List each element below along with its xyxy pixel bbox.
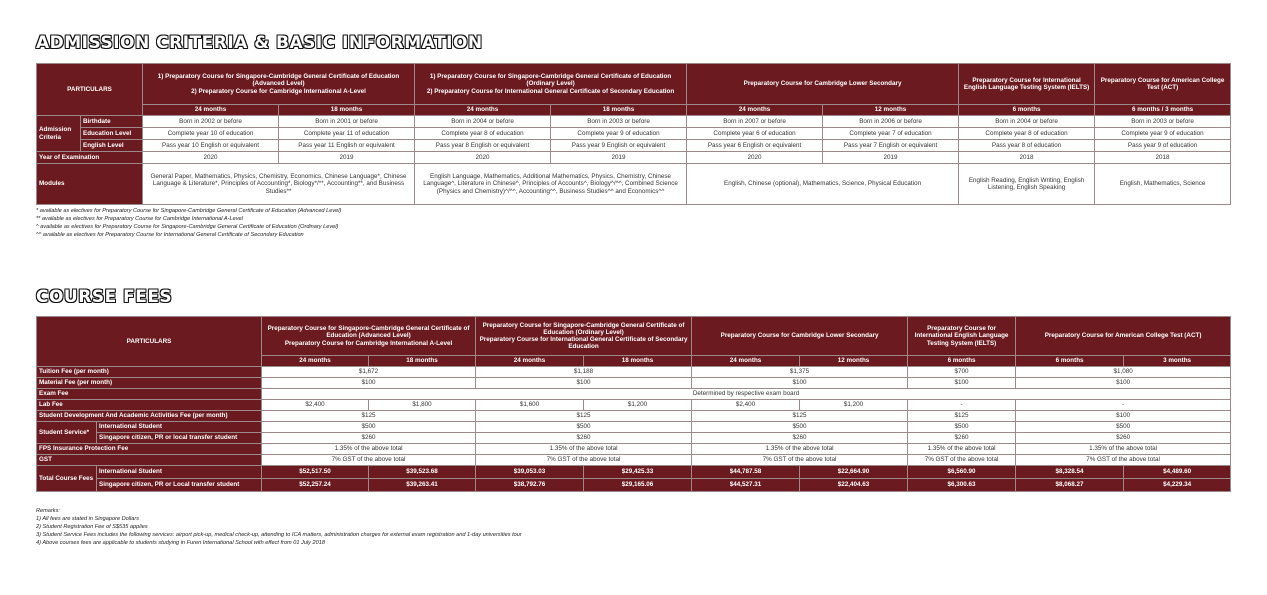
lab-fee-cell: - [1016, 400, 1231, 411]
english-level-label: English Level [81, 140, 143, 152]
total-intl-cell: $22,664.90 [800, 466, 908, 479]
year-cell: 2019 [823, 152, 959, 164]
gst-cell: 7% GST of the above total [1016, 455, 1231, 466]
fps-insurance-cell: 1.35% of the above total [476, 444, 692, 455]
admission-footnotes [36, 207, 341, 239]
fees-course-header-act: Preparatory Course for American College Test (ACT) [1016, 317, 1231, 356]
fees-particulars-header: PARTICULARS [37, 317, 262, 367]
student-development-fee-cell: $125 [262, 411, 476, 422]
gst-cell: 7% GST of the above total [262, 455, 476, 466]
fees-course-header-o-level: Preparatory Course for Singapore-Cambridge General Certificate of Education (Ordinary Level) Preparatory Course for International General Certificate of Secondary Education [476, 317, 692, 356]
birthdate-cell: Born in 2007 or before [687, 116, 823, 128]
total-intl-cell: $39,523.68 [369, 466, 476, 479]
footnote: ** available as electives for Preparatory Course for Cambridge International A-Level [36, 216, 243, 222]
english-cell: Pass year 10 English or equivalent [143, 140, 279, 152]
total-intl-cell: $52,517.50 [262, 466, 369, 479]
lab-fee-cell: $1,800 [369, 400, 476, 411]
lab-fee-cell: $1,600 [476, 400, 584, 411]
english-cell: Pass year 8 of education [959, 140, 1095, 152]
education-cell: Complete year 11 of education [279, 128, 415, 140]
birthdate-cell: Born in 2004 or before [415, 116, 551, 128]
lab-fee-cell: - [908, 400, 1016, 411]
duration-header: 6 months / 3 months [1095, 105, 1231, 116]
fees-course-header-a-level: Preparatory Course for Singapore-Cambridge General Certificate of Education (Advanced Level) Preparatory Course for Cambridge International A-Level [262, 317, 476, 356]
international-student-label: International Student [97, 422, 262, 433]
lab-fee-label: Lab Fee [37, 400, 262, 411]
duration-header: 24 months [143, 105, 279, 116]
remark: 2) Student Registration Fee of S$535 applies [36, 524, 148, 530]
year-cell: 2019 [551, 152, 687, 164]
fees-table [36, 316, 1231, 492]
fees-duration-header: 24 months [476, 356, 584, 367]
modules-ielts: English Reading, English Writing, English Listening, English Speaking [959, 164, 1095, 205]
year-cell: 2020 [143, 152, 279, 164]
exam-fee-label: Exam Fee [37, 389, 262, 400]
birthdate-cell: Born in 2003 or before [1095, 116, 1231, 128]
remark: 1) All fees are stated in Singapore Dollars [36, 516, 140, 522]
course-header-lower-secondary: Preparatory Course for Cambridge Lower Secondary [687, 64, 959, 105]
total-course-fees-label: Total Course Fees [37, 466, 97, 492]
total-local-cell: $29,165.06 [584, 479, 692, 492]
total-local-cell: $4,229.34 [1124, 479, 1231, 492]
education-cell: Complete year 9 of education [1095, 128, 1231, 140]
gst-cell: 7% GST of the above total [908, 455, 1016, 466]
admission-title: ADMISSION CRITERIA & BASIC INFORMATION [36, 33, 483, 53]
duration-header: 6 months [959, 105, 1095, 116]
lab-fee-cell: $1,200 [584, 400, 692, 411]
gst-cell: 7% GST of the above total [476, 455, 692, 466]
duration-header: 18 months [279, 105, 415, 116]
footnote: ^ available as electives for Preparatory Course for Singapore-Cambridge General Certificate of Education (Ordinary Level) [36, 224, 339, 230]
course-header-act: Preparatory Course for American College Test (ACT) [1095, 64, 1231, 105]
duration-header: 18 months [551, 105, 687, 116]
fps-insurance-label: FPS Insurance Protection Fee [37, 444, 262, 455]
birthdate-cell: Born in 2006 or before [823, 116, 959, 128]
year-cell: 2018 [959, 152, 1095, 164]
education-cell: Complete year 8 of education [415, 128, 551, 140]
tuition-fee-cell: $700 [908, 367, 1016, 378]
lab-fee-cell: $1,200 [800, 400, 908, 411]
total-local-cell: $22,404.63 [800, 479, 908, 492]
year-cell: 2020 [687, 152, 823, 164]
modules-a-level: General Paper, Mathematics, Physics, Chemistry, Economics, Chinese Language*, Chinese Language & Literature*, Principles of Accounting*, Biology*/**, Accounting**, and Business Studies** [143, 164, 415, 205]
duration-header: 12 months [823, 105, 959, 116]
material-fee-cell: $100 [262, 378, 476, 389]
total-intl-cell: $8,328.54 [1016, 466, 1124, 479]
modules-o-level: English Language, Mathematics, Additional Mathematics, Physics, Chemistry, Chinese Language^, Literature in Chinese^, Principles of Accounts^, Biology^/^^, Combined Science (Physics and Chemistry)^/^^, Accounting^^, Business Studies^^ and Economics^^ [415, 164, 687, 205]
student-service-intl-cell: $500 [908, 422, 1016, 433]
education-cell: Complete year 9 of education [551, 128, 687, 140]
material-fee-cell: $100 [908, 378, 1016, 389]
gst-cell: 7% GST of the above total [692, 455, 908, 466]
course-header-o-level: 1) Preparatory Course for Singapore-Cambridge General Certificate of Education (Ordinary Level) 2) Preparatory Course for International General Certificate of Secondary Education [415, 64, 687, 105]
total-local-cell: $52,257.24 [262, 479, 369, 492]
fees-course-header-lower-secondary: Preparatory Course for Cambridge Lower Secondary [692, 317, 908, 356]
remark: 3) Student Service Fees includes the following services: airport pick-up, medical check-up, attending to ICA matters, administration charges for external exam registration and 1-day universities tour [36, 532, 522, 538]
english-cell: Pass year 6 English or equivalent [687, 140, 823, 152]
fps-insurance-cell: 1.35% of the above total [262, 444, 476, 455]
exam-fee-cell: Determined by respective exam board [262, 389, 1231, 400]
tuition-fee-cell: $1,375 [692, 367, 908, 378]
student-development-fee-cell: $125 [908, 411, 1016, 422]
birthdate-label: Birthdate [81, 116, 143, 128]
birthdate-cell: Born in 2003 or before [551, 116, 687, 128]
fps-insurance-cell: 1.35% of the above total [908, 444, 1016, 455]
total-local-cell: $6,300.63 [908, 479, 1016, 492]
student-service-intl-cell: $500 [262, 422, 476, 433]
fees-remarks [36, 507, 522, 547]
total-intl-cell: $44,787.58 [692, 466, 800, 479]
education-cell: Complete year 7 of education [823, 128, 959, 140]
student-service-local-cell: $260 [692, 433, 908, 444]
total-local-cell: $38,792.76 [476, 479, 584, 492]
total-intl-cell: $4,489.60 [1124, 466, 1231, 479]
total-local-cell: $39,263.41 [369, 479, 476, 492]
modules-label: Modules [37, 164, 143, 205]
lab-fee-cell: $2,400 [262, 400, 369, 411]
duration-header: 24 months [687, 105, 823, 116]
education-cell: Complete year 8 of education [959, 128, 1095, 140]
student-service-local-cell: $260 [476, 433, 692, 444]
total-intl-cell: $29,425.33 [584, 466, 692, 479]
modules-act: English, Mathematics, Science [1095, 164, 1231, 205]
birthdate-cell: Born in 2001 or before [279, 116, 415, 128]
footnote: * available as electives for Preparatory Course for Singapore-Cambridge General Certificate of Education (Advanced Level) [36, 208, 342, 214]
english-cell: Pass year 9 English or equivalent [551, 140, 687, 152]
fees-duration-header: 12 months [800, 356, 908, 367]
english-cell: Pass year 9 of education [1095, 140, 1231, 152]
tuition-fee-cell: $1,672 [262, 367, 476, 378]
tuition-fee-label: Tuition Fee (per month) [37, 367, 262, 378]
modules-lower-secondary: English, Chinese (optional), Mathematics, Science, Physical Education [687, 164, 959, 205]
course-header-ielts: Preparatory Course for International English Language Testing System (IELTS) [959, 64, 1095, 105]
education-level-label: Education Level [81, 128, 143, 140]
total-international-label: International Student [97, 466, 262, 479]
tuition-fee-cell: $1,080 [1016, 367, 1231, 378]
student-service-local-cell: $260 [1016, 433, 1231, 444]
admission-table [36, 63, 1231, 205]
student-development-fee-label: Student Development And Academic Activities Fee (per month) [37, 411, 262, 422]
year-of-examination-label: Year of Examination [37, 152, 143, 164]
material-fee-cell: $100 [476, 378, 692, 389]
student-service-intl-cell: $500 [476, 422, 692, 433]
fees-title: COURSE FEES [36, 287, 173, 307]
admission-criteria-label: Admission Criteria [37, 116, 81, 152]
student-development-fee-cell: $100 [1016, 411, 1231, 422]
particulars-header: PARTICULARS [37, 64, 143, 116]
fps-insurance-cell: 1.35% of the above total [1016, 444, 1231, 455]
local-student-label: Singapore citizen, PR or local transfer student [97, 433, 262, 444]
course-header-a-level: 1) Preparatory Course for Singapore-Cambridge General Certificate of Education (Advanced Level) 2) Preparatory Course for Cambridge International A-Level [143, 64, 415, 105]
birthdate-cell: Born in 2004 or before [959, 116, 1095, 128]
remarks-heading: Remarks: [36, 508, 60, 514]
student-development-fee-cell: $125 [692, 411, 908, 422]
english-cell: Pass year 8 English or equivalent [415, 140, 551, 152]
fees-duration-header: 18 months [584, 356, 692, 367]
material-fee-cell: $100 [1016, 378, 1231, 389]
fees-course-header-ielts: Preparatory Course for International English Language Testing System (IELTS) [908, 317, 1016, 356]
student-service-local-cell: $260 [908, 433, 1016, 444]
total-local-cell: $8,068.27 [1016, 479, 1124, 492]
birthdate-cell: Born in 2002 or before [143, 116, 279, 128]
remark: 4) Above courses fees are applicable to students studying in Furen International School with effect from 01 July 2018 [36, 540, 325, 546]
english-cell: Pass year 11 English or equivalent [279, 140, 415, 152]
student-service-local-cell: $260 [262, 433, 476, 444]
material-fee-label: Material Fee (per month) [37, 378, 262, 389]
student-development-fee-cell: $125 [476, 411, 692, 422]
education-cell: Complete year 10 of education [143, 128, 279, 140]
total-intl-cell: $39,053.03 [476, 466, 584, 479]
tuition-fee-cell: $1,188 [476, 367, 692, 378]
footnote: ^^ available as electives for Preparatory Course for International General Certificate of Secondary Education [36, 232, 304, 238]
english-cell: Pass year 7 English or equivalent [823, 140, 959, 152]
material-fee-cell: $100 [692, 378, 908, 389]
fees-duration-header: 6 months [908, 356, 1016, 367]
total-local-label: Singapore citizen, PR or Local transfer student [97, 479, 262, 492]
student-service-intl-cell: $500 [1016, 422, 1231, 433]
year-cell: 2018 [1095, 152, 1231, 164]
year-cell: 2020 [415, 152, 551, 164]
gst-label: GST [37, 455, 262, 466]
student-service-intl-cell: $500 [692, 422, 908, 433]
total-intl-cell: $6,560.90 [908, 466, 1016, 479]
fees-duration-header: 24 months [692, 356, 800, 367]
total-local-cell: $44,527.31 [692, 479, 800, 492]
fees-duration-header: 6 months [1016, 356, 1124, 367]
fees-duration-header: 3 months [1124, 356, 1231, 367]
student-service-label: Student Service* [37, 422, 97, 444]
lab-fee-cell: $2,400 [692, 400, 800, 411]
education-cell: Complete year 6 of education [687, 128, 823, 140]
year-cell: 2019 [279, 152, 415, 164]
fees-duration-header: 24 months [262, 356, 369, 367]
fees-duration-header: 18 months [369, 356, 476, 367]
fps-insurance-cell: 1.35% of the above total [692, 444, 908, 455]
duration-header: 24 months [415, 105, 551, 116]
